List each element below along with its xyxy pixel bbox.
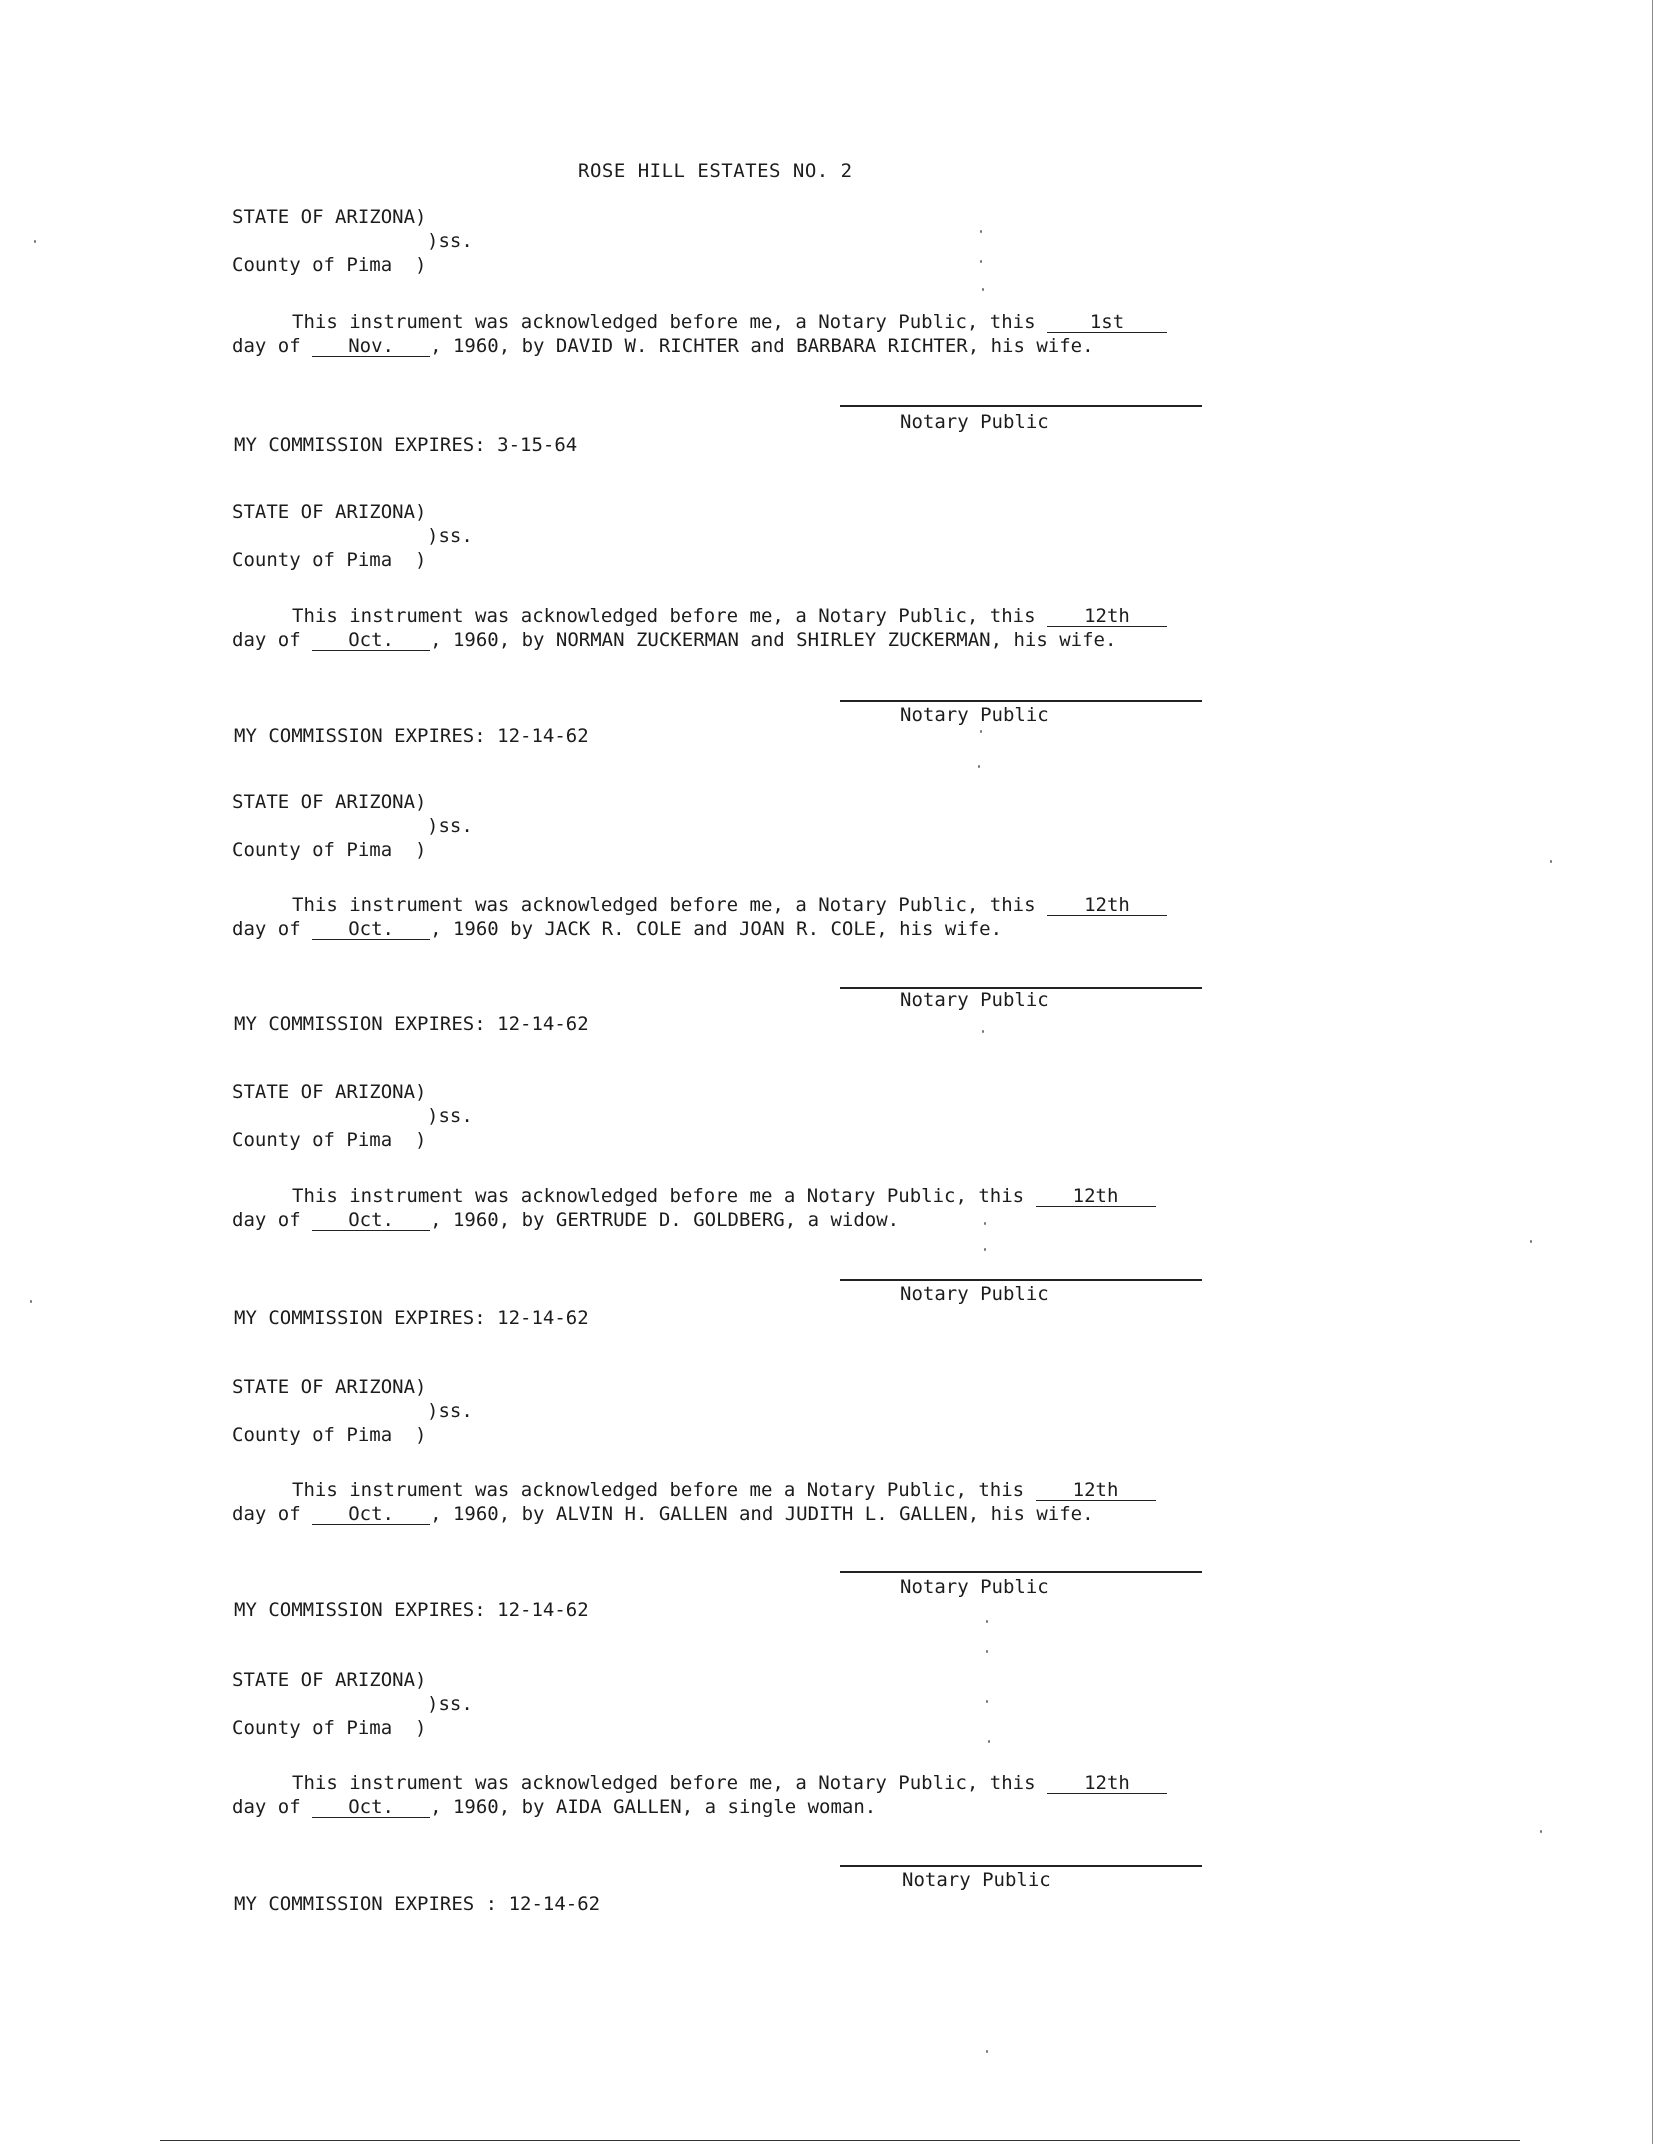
day-field: 12th: [1036, 1186, 1156, 1207]
notary-signature-line: [840, 1865, 1202, 1867]
scan-speck: [986, 1650, 988, 1653]
state-line: STATE OF ARIZONA): [232, 1081, 427, 1103]
month-field: Oct.: [312, 1504, 430, 1525]
county-line: County of Pima ): [232, 549, 427, 571]
acknowledgment-date-line: day of Oct. , 1960, by ALVIN H. GALLEN and JUDITH L. GALLEN, his wife.: [232, 1503, 1094, 1525]
commission-date: 3-15-64: [497, 434, 578, 456]
scan-speck: [980, 260, 982, 263]
day-field: 1st: [1047, 312, 1167, 333]
acknowledgment-block: [0, 1080, 1664, 1380]
ss-mark: )ss.: [427, 1105, 473, 1127]
acknowledgment-intro: This instrument was acknowledged before me a Notary Public, this 12th: [292, 1184, 1156, 1208]
commission-date: 12-14-62: [497, 1307, 589, 1329]
notary-signature-line: [840, 405, 1202, 407]
acknowledgment-intro: This instrument was acknowledged before me, a Notary Public, this 12th: [292, 893, 1167, 917]
commission-date: 12-14-62: [497, 725, 589, 747]
day-field: 12th: [1047, 1773, 1167, 1794]
acknowledgment-date-line: day of Nov. , 1960, by DAVID W. RICHTER and BARBARA RICHTER, his wife.: [232, 335, 1094, 357]
notary-public-label: Notary Public: [902, 1869, 1051, 1891]
acknowledgment-block: [0, 1668, 1664, 1968]
ss-mark: )ss.: [427, 230, 473, 252]
page-title: ROSE HILL ESTATES NO. 2: [578, 160, 853, 182]
commission-date: 12-14-62: [497, 1013, 589, 1035]
scan-speck: [1540, 1830, 1542, 1833]
scan-edge-line: [1652, 0, 1653, 2144]
acknowledgment-date-line: day of Oct. , 1960 by JACK R. COLE and JOAN R. COLE, his wife.: [232, 918, 1003, 940]
county-line: County of Pima ): [232, 1717, 427, 1739]
scan-speck: [980, 230, 982, 233]
scan-speck: [980, 730, 982, 733]
ss-mark: )ss.: [427, 815, 473, 837]
scan-speck: [30, 1300, 32, 1303]
month-field: Oct.: [312, 919, 430, 940]
scan-speck: [1530, 1240, 1532, 1243]
commission-expires: MY COMMISSION EXPIRES: 12-14-62: [234, 1599, 589, 1621]
commission-expires: MY COMMISSION EXPIRES: 12-14-62: [234, 1013, 589, 1035]
commission-expires: MY COMMISSION EXPIRES : 12-14-62: [234, 1893, 601, 1915]
scan-speck: [986, 1620, 988, 1623]
acknowledgment-intro: This instrument was acknowledged before me, a Notary Public, this 1st: [292, 310, 1167, 334]
notary-signature-line: [840, 700, 1202, 702]
scan-speck: [34, 240, 36, 243]
notary-signature-line: [840, 1279, 1202, 1281]
scan-speck: [982, 288, 984, 291]
county-line: County of Pima ): [232, 839, 427, 861]
county-line: County of Pima ): [232, 1424, 427, 1446]
scan-speck: [988, 1740, 990, 1743]
scan-speck: [984, 1248, 986, 1251]
acknowledgment-block: [0, 790, 1664, 1090]
acknowledgment-date-line: day of Oct. , 1960, by GERTRUDE D. GOLDBERG, a widow.: [232, 1209, 900, 1231]
notary-public-label: Notary Public: [900, 704, 1049, 726]
scan-speck: [1550, 860, 1552, 863]
scan-speck: [982, 1030, 984, 1033]
notary-public-label: Notary Public: [900, 1283, 1049, 1305]
bottom-rule: [160, 2140, 1520, 2141]
county-line: County of Pima ): [232, 254, 427, 276]
scan-speck: [986, 2050, 988, 2053]
commission-expires: MY COMMISSION EXPIRES: 12-14-62: [234, 1307, 589, 1329]
acknowledgment-intro: This instrument was acknowledged before me, a Notary Public, this 12th: [292, 1771, 1167, 1795]
commission-expires: MY COMMISSION EXPIRES: 3-15-64: [234, 434, 578, 456]
state-line: STATE OF ARIZONA): [232, 206, 427, 228]
month-field: Oct.: [312, 630, 430, 651]
notary-public-label: Notary Public: [900, 989, 1049, 1011]
acknowledgment-block: [0, 1375, 1664, 1675]
day-field: 12th: [1047, 895, 1167, 916]
notary-public-label: Notary Public: [900, 1576, 1049, 1598]
scan-speck: [984, 1222, 986, 1225]
notary-public-label: Notary Public: [900, 411, 1049, 433]
ss-mark: )ss.: [427, 1693, 473, 1715]
ss-mark: )ss.: [427, 1400, 473, 1422]
acknowledgment-block: [0, 205, 1664, 505]
commission-date: 12-14-62: [497, 1599, 589, 1621]
day-field: 12th: [1036, 1480, 1156, 1501]
scan-speck: [978, 765, 980, 768]
acknowledgment-intro: This instrument was acknowledged before me, a Notary Public, this 12th: [292, 604, 1167, 628]
acknowledgment-intro: This instrument was acknowledged before me a Notary Public, this 12th: [292, 1478, 1156, 1502]
scan-speck: [986, 1700, 988, 1703]
commission-expires: MY COMMISSION EXPIRES: 12-14-62: [234, 725, 589, 747]
notary-signature-line: [840, 1571, 1202, 1573]
state-line: STATE OF ARIZONA): [232, 791, 427, 813]
state-line: STATE OF ARIZONA): [232, 1376, 427, 1398]
commission-date: 12-14-62: [508, 1893, 601, 1915]
month-field: Nov.: [312, 336, 430, 357]
day-field: 12th: [1047, 606, 1167, 627]
acknowledgment-block: [0, 500, 1664, 800]
month-field: Oct.: [312, 1210, 430, 1231]
state-line: STATE OF ARIZONA): [232, 501, 427, 523]
county-line: County of Pima ): [232, 1129, 427, 1151]
acknowledgment-date-line: day of Oct. , 1960, by AIDA GALLEN, a single woman.: [232, 1796, 877, 1818]
acknowledgment-date-line: day of Oct. , 1960, by NORMAN ZUCKERMAN and SHIRLEY ZUCKERMAN, his wife.: [232, 629, 1117, 651]
ss-mark: )ss.: [427, 525, 473, 547]
month-field: Oct.: [312, 1797, 430, 1818]
state-line: STATE OF ARIZONA): [232, 1669, 427, 1691]
